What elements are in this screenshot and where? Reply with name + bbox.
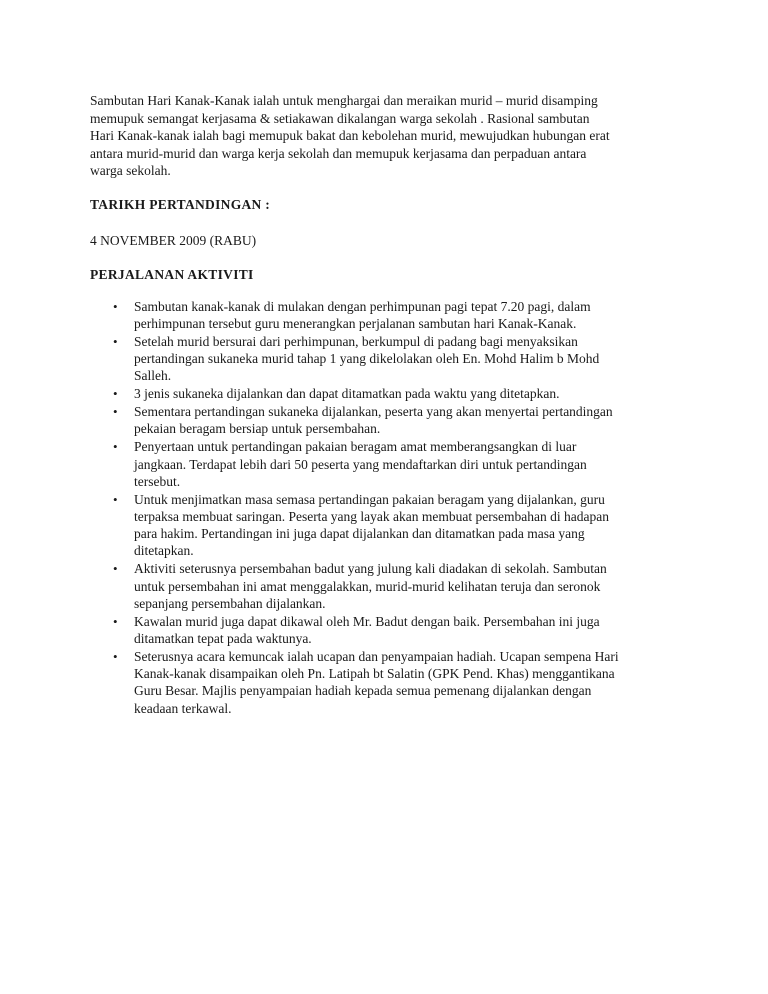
activity-text-line: Penyertaan untuk pertandingan pakaian beragam amat memberangsangkan di luar [134,439,577,455]
bullet-icon: • [113,386,118,402]
activity-item [90,298,680,332]
activity-text-line: ditamatkan tepat pada waktunya. [134,630,312,646]
bullet-icon: • [113,298,118,314]
date-value: 4 NOVEMBER 2009 (RABU) [90,232,257,248]
activity-text-line: Seterusnya acara kemuncak ialah ucapan dan penyampaian hadiah. Ucapan sempena Hari [134,648,619,664]
activity-text-line: tersebut. [134,473,181,489]
bullet-icon: • [113,491,118,507]
activity-item [90,648,680,717]
activity-text-line: terpaksa membuat saringan. Peserta yang layak akan membuat persembahan di hadapan [134,508,609,524]
intro-line: warga sekolah. [90,163,171,178]
intro-line: antara murid-murid dan warga kerja sekolah dan memupuk kerjasama dan perpaduan antara [90,145,587,161]
activity-text-line: jangkaan. Terdapat lebih dari 50 peserta yang mendaftarkan diri untuk pertandingan [134,456,587,472]
activity-text-line: 3 jenis sukaneka dijalankan dan dapat ditamatkan pada waktu yang ditetapkan. [134,386,560,402]
activity-text-line: perhimpunan tersebut guru menerangkan perjalanan sambutan hari Kanak-Kanak. [134,315,577,331]
activity-text-line: Sementara pertandingan sukaneka dijalankan, peserta yang akan menyertai pertandingan [134,404,613,420]
intro-line: memupuk semangat kerjasama & setiakawan dikalangan warga sekolah . Rasional sambutan [90,110,590,126]
document-page [90,92,680,718]
activity-text-line: Guru Besar. Majlis penyampaian hadiah kepada semua pemenang dijalankan dengan [134,683,592,699]
activity-item [90,438,680,490]
activity-text-line: sepanjang persembahan dijalankan. [134,595,326,611]
activity-text-line: pekaian beragam bersiap untuk persembahan. [134,421,381,437]
activity-text-line: keadaan terkawal. [134,700,232,716]
intro-paragraph [90,92,680,180]
activity-text-line: untuk persembahan ini amat menggalakkan, murid-murid kelihatan teruja dan seronok [134,578,601,594]
activity-item [90,333,680,385]
bullet-icon: • [113,333,118,349]
activity-text-line: Kanak-kanak disampaikan oleh Pn. Latipah bt Salatin (GPK Pend. Khas) menggantikana [134,666,615,682]
activity-item [90,491,680,560]
bullet-icon: • [113,439,118,455]
activity-text-line: Salleh. [134,368,172,384]
activity-item [90,403,680,437]
bullet-icon: • [113,404,118,420]
activity-text-line: Setelah murid bersurai dari perhimpunan, berkumpul di padang bagi menyaksikan [134,333,578,349]
activity-text-line: para hakim. Pertandingan ini juga dapat dijalankan dan ditamatkan pada masa yang [134,526,585,542]
bullet-icon: • [113,648,118,664]
intro-line: Sambutan Hari Kanak-Kanak ialah untuk menghargai dan meraikan murid – murid disamping [90,93,598,108]
activity-text-line: Untuk menjimatkan masa semasa pertandingan pakaian beragam yang dijalankan, guru [134,491,605,507]
date-heading: TARIKH PERTANDINGAN : [90,196,271,212]
bullet-icon: • [113,561,118,577]
bullet-icon: • [113,613,118,629]
activity-text-line: Sambutan kanak-kanak di mulakan dengan perhimpunan pagi tepat 7.20 pagi, dalam [134,298,591,314]
activity-item [90,560,680,612]
activity-text-line: ditetapkan. [134,543,194,559]
activity-text-line: pertandingan sukaneka murid tahap 1 yang dikelolakan oleh En. Mohd Halim b Mohd [134,350,600,366]
activities-heading: PERJALANAN AKTIVITI [90,266,254,282]
activity-item [90,385,680,402]
activity-text-line: Kawalan murid juga dapat dikawal oleh Mr. Badut dengan baik. Persembahan ini juga [134,613,600,629]
activity-text-line: Aktiviti seterusnya persembahan badut yang julung kali diadakan di sekolah. Sambutan [134,561,607,577]
activities-list [90,298,680,717]
intro-line: Hari Kanak-kanak ialah bagi memupuk bakat dan kebolehan murid, mewujudkan hubungan erat [90,128,610,143]
activity-item [90,613,680,647]
